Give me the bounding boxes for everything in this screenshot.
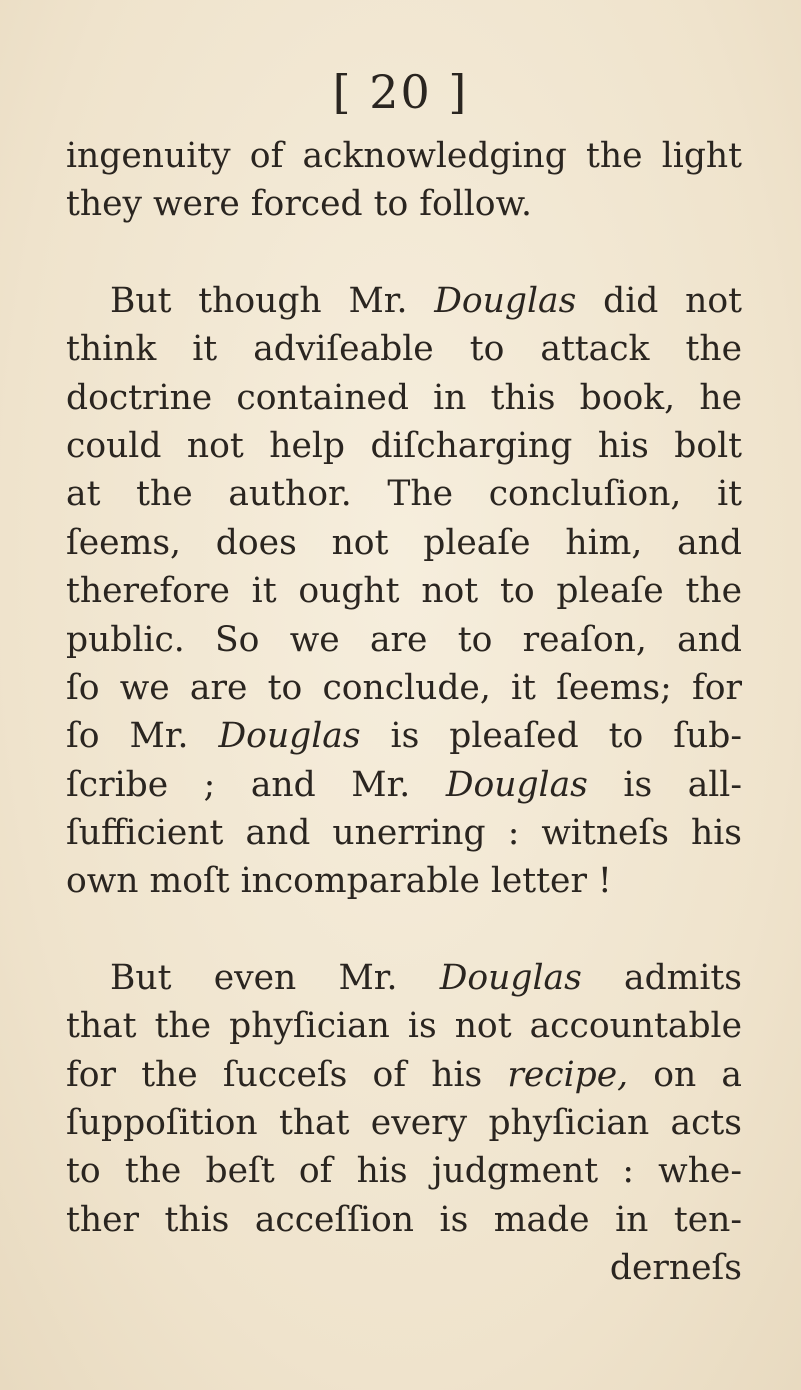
text-segment: doctrine contained in this book, he [66, 377, 742, 418]
text-segment: could not help diſcharging his bolt [66, 425, 742, 466]
text-segment: they were forced to follow. [66, 184, 532, 225]
text-segment: ſeems, does not pleaſe him, and [66, 522, 742, 563]
text-line [66, 954, 742, 1002]
text-segment: for the ſucceſs of his [66, 1054, 508, 1095]
text-line [66, 1002, 742, 1050]
text-segment: public. So we are to reaſon, and [66, 619, 742, 660]
text-line [66, 422, 742, 470]
text-line [66, 519, 742, 567]
text-segment: ſo we are to conclude, it ſeems; for [66, 667, 742, 708]
text-line [66, 616, 742, 664]
text-segment: did not [576, 280, 742, 321]
paragraph-gap [66, 229, 742, 277]
text-line [66, 809, 742, 857]
text-line [66, 1051, 742, 1099]
italic-name: Douglas [218, 716, 361, 757]
text-segment: therefore it ought not to pleaſe the [66, 571, 742, 612]
text-segment: ſo Mr. [66, 716, 219, 757]
italic-name: Douglas [445, 764, 588, 805]
text-line [66, 277, 742, 325]
text-segment: ſuppoſition that every phyſician acts [66, 1103, 742, 1144]
text-line [66, 325, 742, 373]
italic-name: recipe, [507, 1054, 629, 1095]
body-text [66, 132, 742, 1293]
text-line [66, 1147, 742, 1195]
italic-name: Douglas [439, 957, 582, 998]
italic-name: Douglas [434, 280, 577, 321]
text-segment: But even Mr. [110, 957, 440, 998]
text-line [66, 761, 742, 809]
text-segment: that the phyſician is not accountable [66, 1006, 742, 1047]
text-line [66, 180, 742, 228]
catchword [66, 1244, 742, 1292]
text-segment: derneſs [609, 1248, 742, 1289]
text-line [66, 374, 742, 422]
text-line [66, 712, 742, 760]
text-segment: ingenuity of acknowledging the light [66, 136, 742, 176]
text-line [66, 132, 742, 180]
page-number: [ 20 ] [332, 65, 469, 119]
text-segment: at the author. The concluſion, it [66, 474, 742, 515]
text-segment: ther this acceſſion is made in ten- [66, 1199, 742, 1240]
text-segment: But though Mr. [110, 280, 435, 321]
paragraph-gap [66, 906, 742, 954]
text-line [66, 1099, 742, 1147]
text-segment: ſcribe ; and Mr. [66, 764, 446, 805]
text-line [66, 1196, 742, 1244]
text-line [66, 664, 742, 712]
text-segment: ſufficient and unerring : witneſs his [66, 813, 742, 854]
text-segment: on a [628, 1054, 742, 1095]
text-line [66, 857, 742, 905]
text-segment: think it adviſeable to attack the [66, 329, 742, 370]
text-line [66, 567, 742, 615]
text-segment: to the beſt of his judgment : whe- [66, 1151, 742, 1192]
text-segment: is pleaſed to ſub- [360, 716, 742, 757]
text-line [66, 470, 742, 518]
text-segment: own moſt incomparable letter ! [66, 861, 612, 902]
text-segment: is all- [587, 764, 742, 805]
text-segment: admits [581, 957, 743, 998]
